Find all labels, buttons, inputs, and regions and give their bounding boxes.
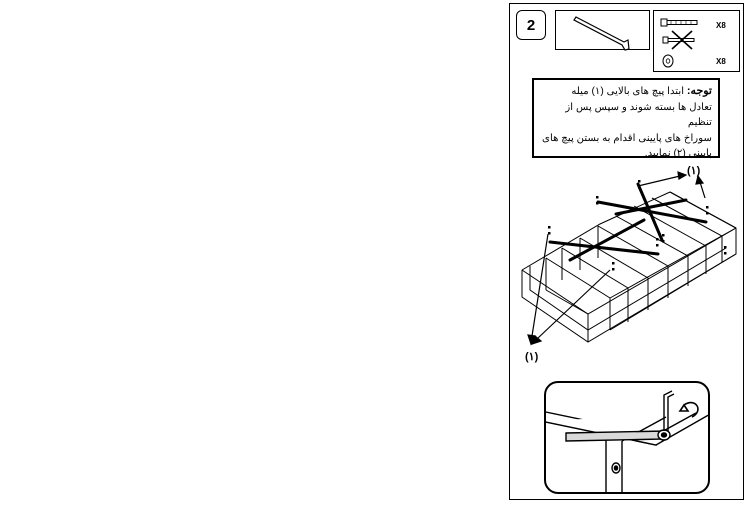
- crossed-screw-icon: [663, 31, 694, 49]
- note-title: توجه:: [686, 85, 712, 97]
- screw-quantity: X8: [716, 21, 726, 30]
- note-line-3: سوراخ های پایینی اقدام به بستن پیچ های: [542, 132, 712, 144]
- washer-icon: [663, 55, 673, 67]
- parts-box: [653, 10, 740, 72]
- allen-key-icon: [556, 11, 651, 51]
- washer-quantity: X8: [716, 57, 726, 66]
- note-box: [532, 78, 720, 158]
- note-line-1: ابتدا پیچ های بالایی (۱) میله: [571, 86, 685, 97]
- instruction-step-panel: [509, 3, 744, 500]
- step-number-badge: 2: [516, 10, 546, 40]
- callout-label-top: (۱): [687, 165, 701, 177]
- detail-close-up: [544, 381, 710, 494]
- callout-label-bottom: (۱): [525, 351, 539, 363]
- note-line-4: پایینی (۲) نمایید.: [644, 148, 712, 159]
- tool-box: [555, 10, 650, 50]
- assembly-diagram: [510, 162, 742, 367]
- note-line-2: تعادل ها بسته شوند و سپس پس از تنظیم: [565, 101, 712, 128]
- screw-icon: [661, 19, 697, 26]
